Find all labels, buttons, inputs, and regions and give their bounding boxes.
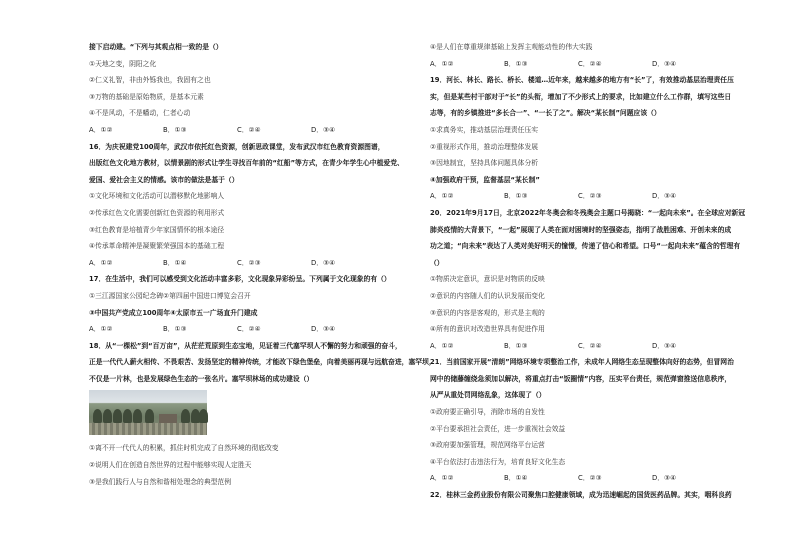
- option-line: ④是人们在尊重规律基础上发挥主观能动性的伟大实践: [430, 43, 593, 51]
- option-line: ①政府要正确引导，消除市场的自发性: [430, 408, 545, 417]
- question-text-line: 22．桂林三金药业股份有限公司聚焦口腔健康领域，成为迅速崛起的国货医药品牌。其实，咽科良药: [430, 491, 732, 500]
- answer-choice: A．①②: [430, 474, 454, 483]
- answer-choice: B．①④: [163, 258, 187, 267]
- answer-choice: C．②④: [578, 341, 602, 350]
- option-line: ①求真务实，推动基层治理责任压实: [430, 125, 539, 134]
- answer-choices-row: [430, 191, 750, 201]
- question-text-line: ④加强政府干预，监督基层“某长制”: [430, 175, 540, 184]
- answer-choice: C．②③: [237, 258, 261, 267]
- question-text-line: 18．从“一棵松”到“百万亩”，从茫茫荒原到生态宝地，见证着三代塞罕坝人不懈的努力和顽强的奋斗，: [89, 341, 402, 350]
- tree-shape: [199, 409, 208, 423]
- option-line: ②仁义礼智，非由外铄我也，我固有之也: [89, 76, 211, 85]
- answer-choice: B．①④: [504, 474, 528, 483]
- answer-choice: D．③④: [652, 341, 677, 350]
- tree-shape: [113, 409, 122, 423]
- option-line: ④传承革命精神是凝聚繁荣强国本的基础工程: [89, 242, 225, 251]
- option-line: ①三江源国家公园纪念碑②第四届中国进口博览会召开: [89, 291, 251, 300]
- question-text-line: 19．河长、林长、路长、桥长、楼道…近年来，越来越多的地方有“长”了，有效推动基层治理责任压: [430, 76, 734, 85]
- answer-choice: D．③④: [652, 59, 677, 68]
- left-column: [89, 42, 436, 493]
- option-line: ③意识的内容是客观的，形式是主观的: [430, 308, 545, 317]
- answer-choice: C．②④: [237, 125, 261, 134]
- question-text-line: 16．为庆祝建党100周年，武汉市依托红色资源，创新思政课堂，发布武汉市红色教育资源图谱，: [89, 142, 385, 151]
- building-shape: [159, 414, 177, 423]
- question-text-line: 接下启动建。“下列与其观点相一致的是（）: [89, 43, 223, 51]
- answer-choice: D．③④: [311, 258, 336, 267]
- question-text-line: 功之道；“向未来”表达了人类对美好明天的憧憬，传递了信心和希望。口号“一起向未来”蕴含的哲理有: [430, 242, 741, 251]
- answer-choice: C．②③: [578, 192, 602, 201]
- answer-choices-row: [430, 59, 750, 69]
- answer-choices-row: [89, 324, 397, 334]
- question-text-line: 21．当前国家开展“清朗”网络环境专项整治工作，未成年人网络生态呈现整体向好的态势，但冒网治: [430, 358, 734, 367]
- answer-choice: A．①②: [430, 341, 454, 350]
- option-line: ③是我们践行人与自然和谐相处理念的典型范例: [89, 477, 232, 486]
- answer-choice: A．①②: [430, 192, 454, 201]
- option-line: ③政府要加强管理，规范网络平台运营: [430, 441, 545, 450]
- answer-choices-row: [430, 341, 750, 351]
- question-text-line: 肺炎疫情的大背景下，“一起”展现了人类在面对困境时的坚强姿态，指明了战胜困难、开创未来的成: [430, 225, 732, 234]
- answer-choice: C．②④: [237, 325, 261, 334]
- option-line: ③因地制宜，坚持具体问题具体分析: [430, 159, 539, 168]
- question-text-line: 爱国、爱社会主义的情感。该市的做法是基于（）: [89, 175, 239, 184]
- answer-choice: A．①②: [430, 59, 454, 68]
- tree-shape: [133, 409, 142, 423]
- grassland-shape: [89, 423, 207, 435]
- option-line: ②传承红色文化需要创新红色资源的利用形式: [89, 208, 225, 217]
- option-line: ④平台依法打击违法行为，培育良好文化生态: [430, 457, 566, 466]
- answer-choice: B．①③: [163, 125, 187, 134]
- option-line: ①物质决定意识，意识是对物质的反映: [430, 275, 545, 284]
- answer-choice: D．③④: [652, 474, 677, 483]
- option-line: ①离不开一代代人的积累，抓住时机完成了自然环境的彻底改变: [89, 444, 279, 453]
- question-text-line: 实，但是某些村干部对于“长”的头衔，增加了不少形式上的要求，比如建立什么工作群，填写这些日: [430, 92, 732, 101]
- answer-choice: B．①③: [163, 325, 187, 334]
- tree-shape: [103, 409, 112, 423]
- answer-choice: C．②④: [578, 59, 602, 68]
- answer-choice: D．③④: [311, 325, 336, 334]
- question-text-line: 17．在生活中，我们可以感受到文化活动丰富多彩，文化现象异彩纷呈。下列属于文化现象的有（）: [89, 275, 391, 284]
- question-text-line: 正是一代代人薪火相传、不畏艰苦、发扬坚定的精神传统，才能改下绿色堡垒，向着美丽再现与远航奋进，塞罕坝，: [89, 358, 436, 367]
- answer-choice: A．①②: [89, 125, 113, 134]
- question-text-line: 20．2021年9月17日，北京2022年冬奥会和冬残奥会主题口号揭晓：“一起向未来”。在全球应对新冠: [430, 208, 746, 217]
- tree-shape: [123, 409, 132, 423]
- option-line: ①天地之变，阴阳之化: [89, 59, 157, 68]
- question-text-line: 出版红色文化地方教材，以情景剧的形式让学生寻找百年前的“红船”等方式，在青少年学生心中植爱党、: [89, 159, 404, 168]
- question-text-line: 志等，有的乡镇推进“多长合一”、“一长了之”。解决“某长制”问题应该（）: [430, 109, 661, 118]
- question-text-line: 从严从重处罚网络乱象，这体现了（）: [430, 391, 546, 400]
- forest-photo: [89, 390, 207, 435]
- question-text-line: 不仅是一片林，也是发展绿色生态的一张名片。塞罕坝林场的成功建设（）: [89, 374, 314, 383]
- answer-choice: D．③④: [311, 125, 336, 134]
- tree-shape: [181, 409, 190, 423]
- answer-choice: B．①③: [504, 192, 528, 201]
- answer-choices-row: [430, 473, 750, 483]
- answer-choice: A．①②: [89, 258, 113, 267]
- question-text-line: （）: [430, 258, 444, 267]
- option-line: ①文化环境和文化活动可以潜移默化地影响人: [89, 192, 225, 201]
- answer-choices-row: [89, 258, 397, 268]
- option-line: ②说明人们在创造自然世界的过程中能够实现人定胜天: [89, 461, 252, 470]
- answer-choices-row: [89, 125, 397, 135]
- option-line: ②平台要承担社会责任，进一步重视社会效益: [430, 424, 566, 433]
- right-column: [430, 42, 750, 507]
- option-line: ③万物的基础是原始物质，是基本元素: [89, 92, 204, 101]
- answer-choice: C．②③: [578, 474, 602, 483]
- tree-shape: [93, 409, 102, 423]
- option-line: ③红色教育是培植青少年家国情怀的根本途径: [89, 225, 225, 234]
- option-line: ④不是风动，不是幡动，仁者心动: [89, 109, 191, 118]
- question-text-line: ③中国共产党成立100周年④太原市五一广场直升门建成: [89, 308, 258, 317]
- question-text-line: 网中的储藤缠绕急须加以解决，将重点打击“饭圈情”内容，压实平台责任，规范弹窗推送信息秩序，: [430, 374, 732, 383]
- answer-choice: D．③④: [652, 192, 677, 201]
- answer-choice: A．①②: [89, 325, 113, 334]
- option-line: ④所有的意识对改造世界具有促进作用: [430, 325, 545, 334]
- option-line: ②意识的内容随人们的认识发展而变化: [430, 291, 545, 300]
- answer-choice: B．①③: [504, 59, 528, 68]
- tree-shape: [145, 409, 154, 423]
- answer-choice: B．①③: [504, 341, 528, 350]
- option-line: ②重视形式作用，推动治理整体发展: [430, 142, 539, 151]
